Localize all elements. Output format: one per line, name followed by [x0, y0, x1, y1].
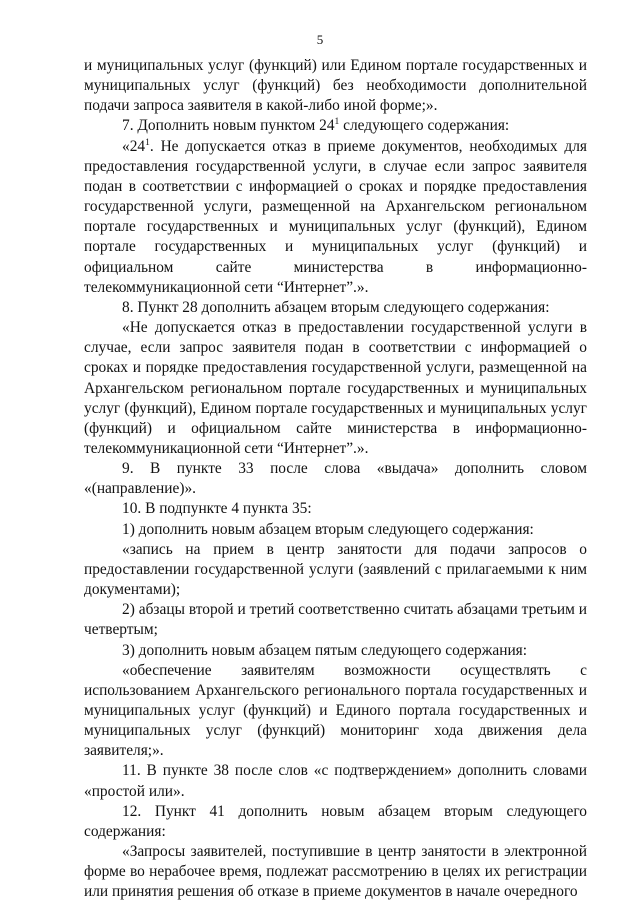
text-run: 3) дополнить новым абзацем пятым следующего содержания:: [122, 641, 528, 659]
paragraph: [84, 600, 587, 640]
text-run: «24: [122, 137, 146, 155]
paragraph: [84, 318, 587, 459]
text-run: следующего содержания:: [339, 117, 510, 135]
text-run: и муниципальных услуг (функций) или Едином портале государственных и муниципальных услуг (функций) без необходимости дополнительной подачи запроса заявителя в какой-либо иной форме;».: [84, 57, 587, 115]
text-run: «обеспечение заявителям возможности осуществлять с использованием Архангельского регионального портала государственных и муниципальных услуг (функций) и Единого портала государственных и муниципальных услуг (функций) мониторинг хода движения дела заявителя;».: [84, 661, 587, 760]
text-run: 8. Пункт 28 дополнить абзацем вторым следующего содержания:: [122, 298, 550, 316]
superscript: 1: [145, 136, 150, 148]
paragraph: [84, 520, 587, 540]
paragraph: [84, 137, 587, 298]
text-run: «запись на прием в центр занятости для подачи запросов о предоставлении государственной услуги (заявлений с прилагаемыми к ним документами);: [84, 540, 587, 599]
text-run: . Не допускается отказ в приеме документов, необходимых для предоставления государственной услуги, в случае если запрос заявителя подан в соответствии с информацией о сроках и порядке предоставления государственной услуги, размещенной на Архангельском региональном портале государственных и муниципальных услуг (функций), Едином портале государственных и муниципальных услуг (функций) и официальном сайте министерства в информационно-телекоммуникационной сети “Интернет”.».: [84, 137, 587, 296]
page-number: 5: [316, 32, 324, 47]
paragraph: [84, 802, 587, 842]
paragraph: [84, 56, 587, 116]
paragraph: [84, 842, 587, 902]
paragraph: [84, 499, 587, 519]
paragraph: [84, 116, 587, 136]
paragraph: [84, 661, 587, 762]
paragraph: [84, 459, 587, 499]
superscript: 1: [334, 116, 340, 128]
text-run: 2) абзацы второй и третий соответственно считать абзацами третьим и четвертым;: [84, 601, 587, 639]
text-run: 10. В подпункте 4 пункта 35:: [122, 500, 312, 518]
text-run: 11. В пункте 38 после слов «с подтверждением» дополнить словами «простой или».: [84, 762, 587, 800]
text-run: 9. В пункте 33 после слова «выдача» дополнить словом «(направление)».: [84, 460, 587, 498]
text-run: «Не допускается отказ в предоставлении государственной услуги в случае, если запрос заявителя подан в соответствии с информацией о сроках и порядке предоставления государственной услуги, размещенной на Архангельском региональном портале государственных и муниципальных услуг (функций), Едином портале государственных и муниципальных услуг (функций) и официальном сайте министерства в информационно-телекоммуникационной сети “Интернет”.».: [84, 319, 587, 457]
paragraph: [84, 641, 587, 661]
text-run: 12. Пункт 41 дополнить новым абзацем вторым следующего содержания:: [84, 802, 587, 840]
text-run: 7. Дополнить новым пунктом 24: [122, 117, 335, 135]
document-body: [84, 56, 587, 903]
paragraph: [84, 540, 587, 600]
text-run: 1) дополнить новым абзацем вторым следующего содержания:: [122, 520, 534, 538]
text-run: «Запросы заявителей, поступившие в центр занятости в электронной форме во нерабочее время, подлежат рассмотрению в целях их регистрации или принятия решения об отказе в приеме документов в начале очередного: [84, 843, 587, 901]
paragraph: [84, 761, 587, 801]
paragraph: [84, 298, 587, 318]
